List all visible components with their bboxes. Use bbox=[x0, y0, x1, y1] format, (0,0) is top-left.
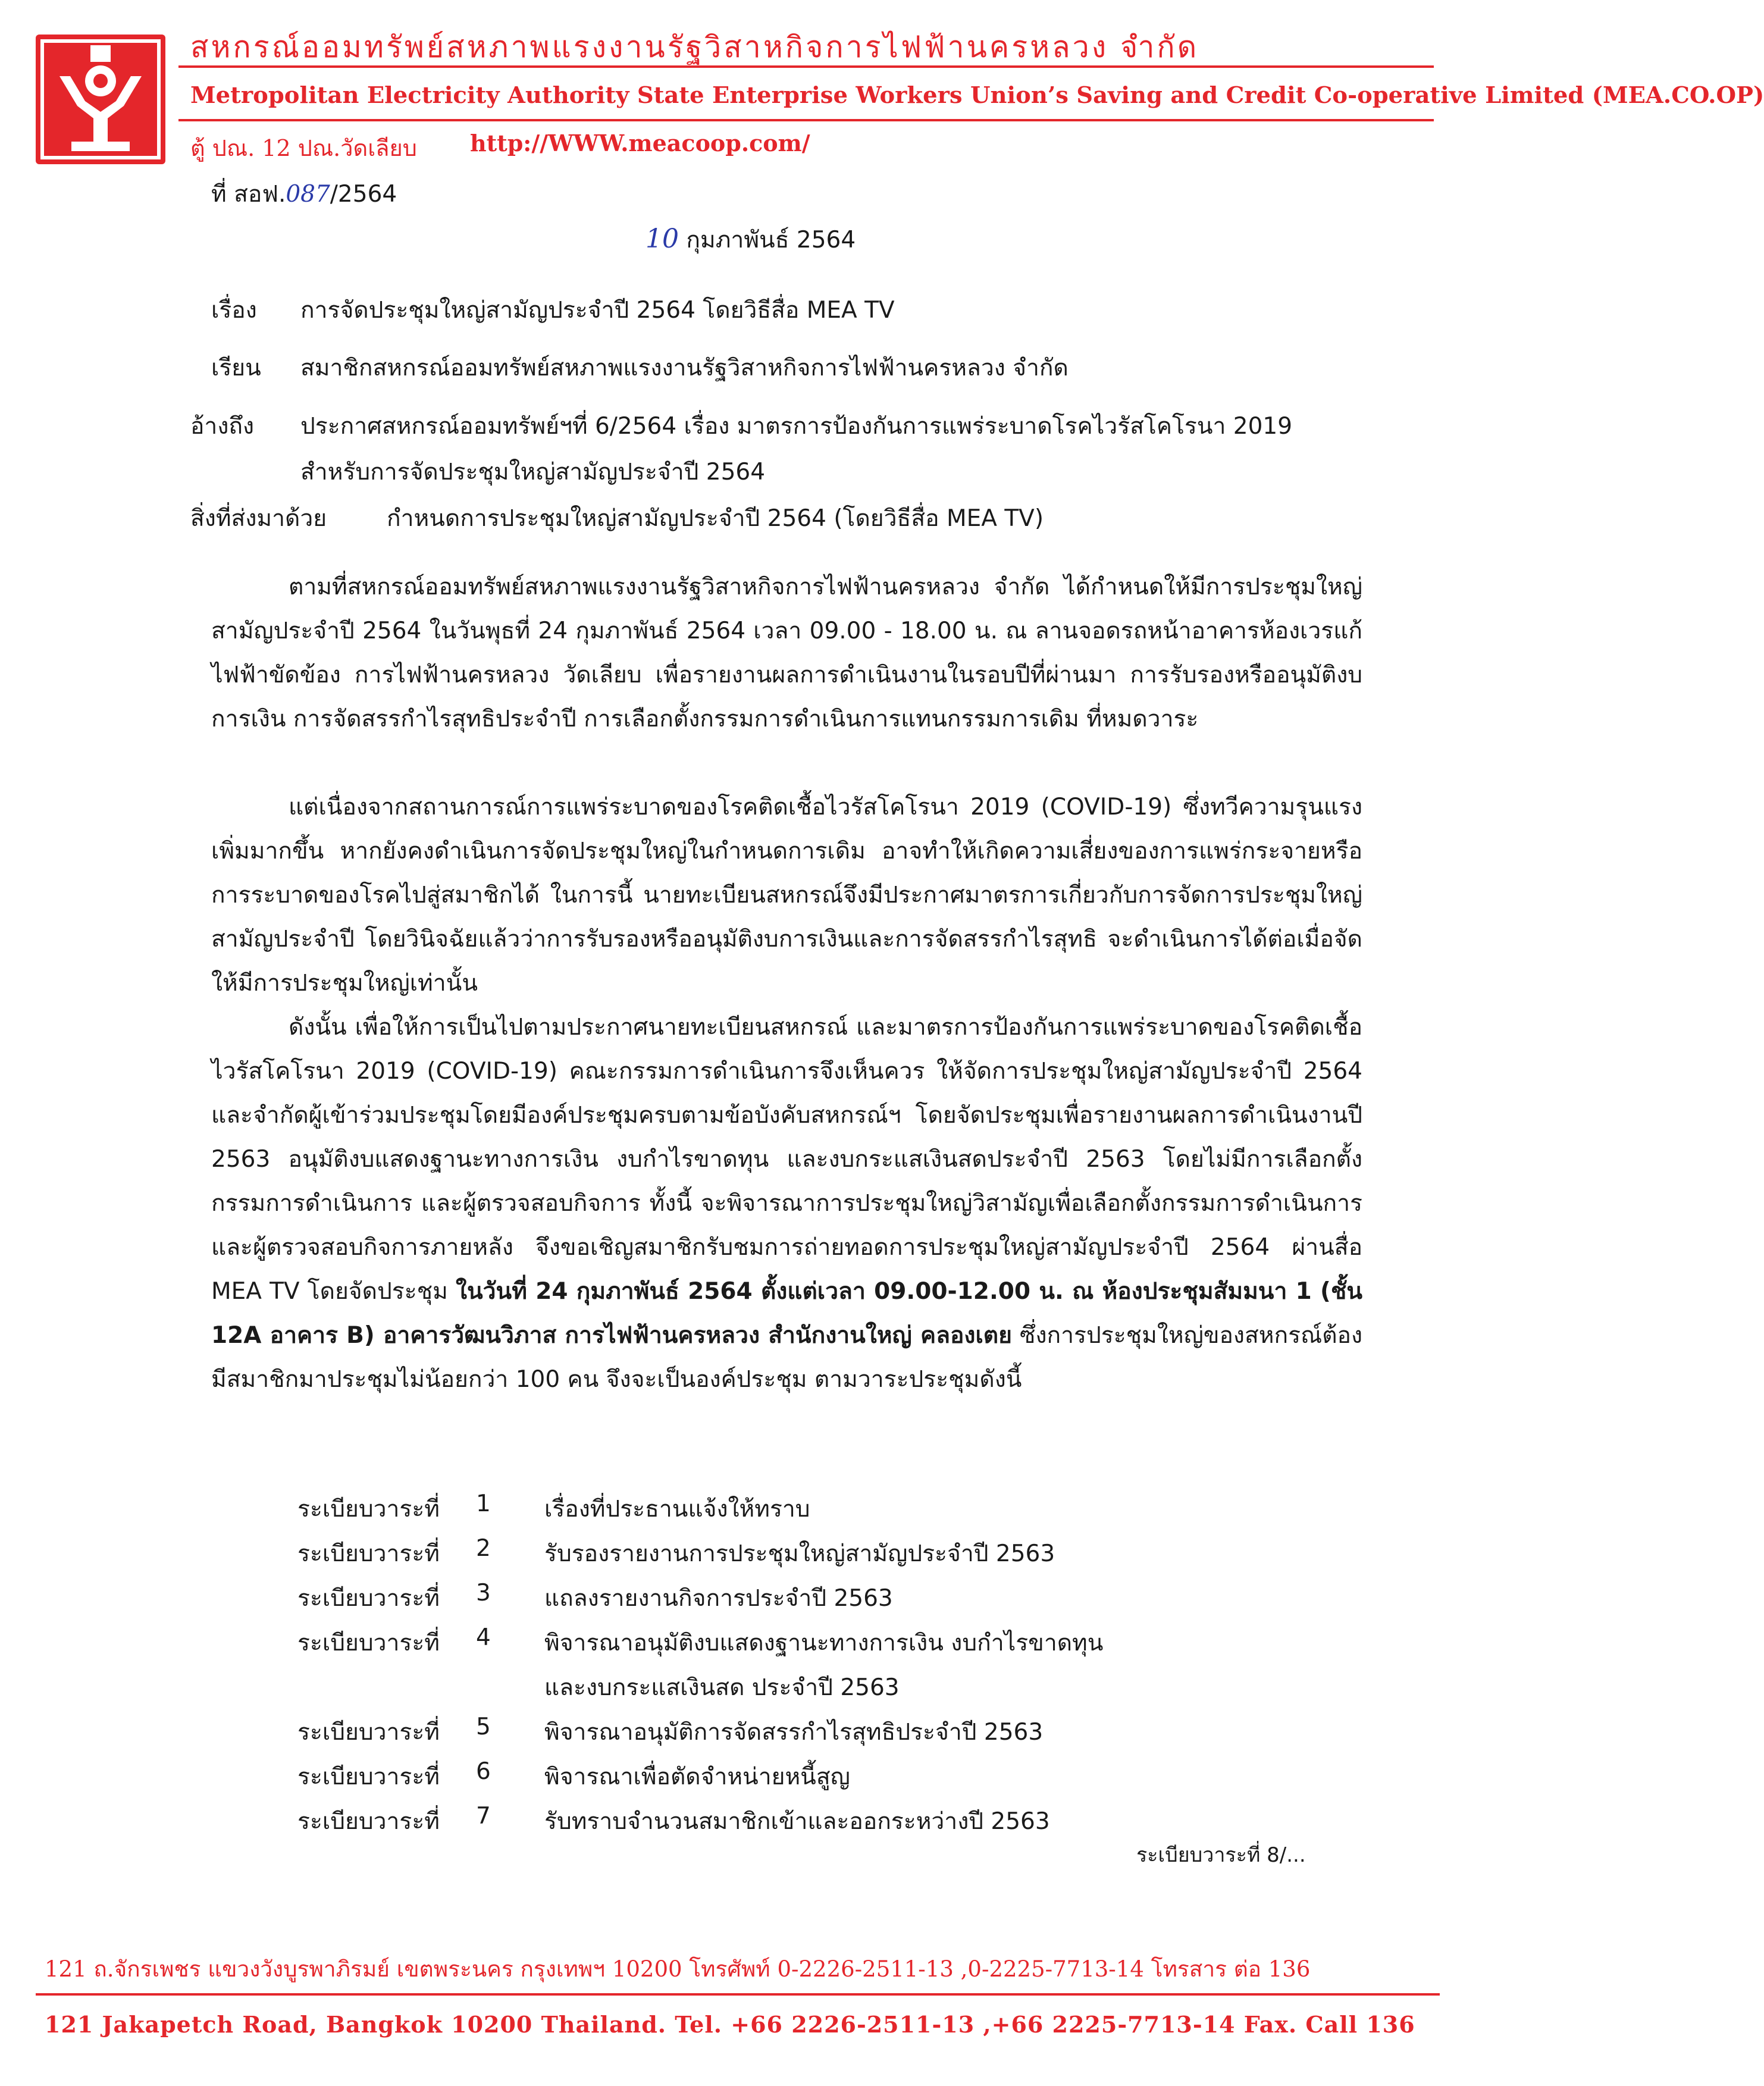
footer-english-address: 121 Jakapetch Road, Bangkok 10200 Thailand. Tel. +66 2226-2511-13 ,+66 2225-7713-14 Fax. Call 136 bbox=[45, 2011, 1415, 2038]
agenda-item-2-num: 2 bbox=[476, 1535, 491, 1562]
subject-value: การจัดประชุมใหญ่สามัญประจำปี 2564 โดยวิธีสื่อ MEA TV bbox=[300, 297, 895, 324]
doc-number bbox=[211, 173, 397, 217]
body-paragraph-2 bbox=[211, 785, 1362, 1006]
coop-thai-name: สหกรณ์ออมทรัพย์สหภาพแรงงานรัฐวิสาหกิจการไฟฟ้านครหลวง จำกัด bbox=[190, 30, 1199, 64]
reference-label: อ้างถึง bbox=[190, 413, 255, 440]
header-rule-bottom bbox=[178, 119, 1434, 121]
po-box-address: ตู้ ปณ. 12 ปณ.วัดเลียบ bbox=[190, 135, 417, 161]
agenda-item-7-text: รับทราบจำนวนสมาชิกเข้าและออกระหว่างปี 2563 bbox=[544, 1808, 1050, 1835]
agenda-item-4-label: ระเบียบวาระที่ bbox=[297, 1630, 440, 1656]
doc-date bbox=[646, 217, 856, 262]
agenda-item-6-num: 6 bbox=[476, 1758, 491, 1785]
body-paragraph-3 bbox=[211, 1006, 1362, 1402]
continuation-note: ระเบียบวาระที่ 8/... bbox=[1136, 1843, 1306, 1867]
agenda-item-3-num: 3 bbox=[476, 1580, 491, 1606]
paragraph-1-text: ตามที่สหกรณ์ออมทรัพย์สหภาพแรงงานรัฐวิสาหกิจการไฟฟ้านครหลวง จำกัด ได้กำหนดให้มีการประชุมใหญ่สามัญประจำปี 2564 ในวันพุธที่ 24 กุมภาพันธ์ 2564 เวลา 09.00 - 18.00 น. ณ ลานจอดรถหน้าอาคารห้องเวรแก้ไฟฟ้าขัดข้อง การไฟฟ้านครหลวง วัดเลียบ เพื่อรายงานผลการดำเนินงานในรอบปีที่ผ่านมา การรับรองหรืออนุมัติงบการเงิน การจัดสรรกำไรสุทธิประจำปี การเลือกตั้งกรรมการดำเนินการแทนกรรมการเดิม ที่หมดวาระ bbox=[211, 574, 1362, 732]
date-handwritten-day: 10 bbox=[646, 224, 679, 254]
agenda-item-3-text: แถลงรายงานกิจการประจำปี 2563 bbox=[544, 1585, 893, 1612]
footer-rule bbox=[36, 1993, 1440, 1996]
to-label: เรียน bbox=[211, 355, 261, 381]
agenda-item-5-text: พิจารณาอนุมัติการจัดสรรกำไรสุทธิประจำปี 2563 bbox=[544, 1719, 1044, 1746]
agenda-item-5-label: ระเบียบวาระที่ bbox=[297, 1719, 440, 1746]
paragraph-2-text: แต่เนื่องจากสถานการณ์การแพร่ระบาดของโรคติดเชื้อไวรัสโคโรนา 2019 (COVID-19) ซึ่งทวีความรุนแรงเพิ่มมากขึ้น หากยังคงดำเนินการจัดประชุมใหญ่ในกำหนดการเดิม อาจทำให้เกิดความเสี่ยงของการแพร่กระจายหรือการระบาดของโรคไปสู่สมาชิกได้ ในการนี้ นายทะเบียนสหกรณ์จึงมีประกาศมาตรการเกี่ยวกับการจัดการประชุมใหญ่สามัญประจำปี โดยวินิจฉัยแล้วว่าการรับรองหรืออนุมัติงบการเงินและการจัดสรรกำไรสุทธิ จะดำเนินการได้ต่อเมื่อจัดให้มีการประชุมใหญ่เท่านั้น bbox=[211, 794, 1362, 997]
agenda-item-4-num: 4 bbox=[476, 1624, 491, 1651]
agenda-item-7-num: 7 bbox=[476, 1803, 491, 1830]
paragraph-3-part-a: ดังนั้น เพื่อให้การเป็นไปตามประกาศนายทะเบียนสหกรณ์ และมาตรการป้องกันการแพร่ระบาดของโรคติดเชื้อไวรัสโคโรนา 2019 (COVID-19) คณะกรรมการดำเนินการจึงเห็นควร ให้จัดการประชุมใหญ่สามัญประจำปี 2564 และจำกัดผู้เข้าร่วมประชุมโดยมีองค์ประชุมครบตามข้อบังคับสหกรณ์ฯ โดยจัดประชุมเพื่อรายงานผลการดำเนินงานปี 2563 อนุมัติงบแสดงฐานะทางการเงิน งบกำไรขาดทุน และงบกระแสเงินสดประจำปี 2563 โดยไม่มีการเลือกตั้งกรรมการดำเนินการ และผู้ตรวจสอบกิจการ ทั้งนี้ จะพิจารณาการประชุมใหญ่วิสามัญเพื่อเลือกตั้งกรรมการดำเนินการ และผู้ตรวจสอบกิจการภายหลัง จึงขอเชิญสมาชิกรับชมการถ่ายทอดการประชุมใหญ่สามัญประจำปี 2564 ผ่านสื่อ MEA TV โดยจัดประชุม bbox=[211, 1014, 1362, 1305]
enclosure-value: กำหนดการประชุมใหญ่สามัญประจำปี 2564 (โดยวิธีสื่อ MEA TV) bbox=[387, 505, 1044, 532]
doc-number-handwritten: 087 bbox=[286, 181, 330, 208]
subject-label: เรื่อง bbox=[211, 297, 257, 324]
agenda-item-1-label: ระเบียบวาระที่ bbox=[297, 1496, 440, 1523]
agenda-item-2-label: ระเบียบวาระที่ bbox=[297, 1540, 440, 1567]
meeting-details-bold: ในวันที่ 24 กุมภาพันธ์ 2564 ตั้งแต่เวลา 09.00-12.00 น. ณ ห้องประชุมสัมมนา 1 (ชั้น 12A อาคาร B) อาคารวัฒนวิภาส การไฟฟ้านครหลวง สำนักงานใหญ่ คลองเตย bbox=[211, 1278, 1363, 1349]
website-link[interactable]: http://WWW.meacoop.com/ bbox=[470, 130, 810, 156]
agenda-item-1-text: เรื่องที่ประธานแจ้งให้ทราบ bbox=[544, 1496, 810, 1523]
agenda-item-4-text: พิจารณาอนุมัติงบแสดงฐานะทางการเงิน งบกำไรขาดทุน bbox=[544, 1630, 1104, 1656]
reference-value-line2: สำหรับการจัดประชุมใหญ่สามัญประจำปี 2564 bbox=[300, 459, 766, 486]
agenda-item-7-label: ระเบียบวาระที่ bbox=[297, 1808, 440, 1835]
coop-english-name: Metropolitan Electricity Authority State Enterprise Workers Union’s Saving and Credit Co-operative Limited (MEA.CO.OP) bbox=[190, 82, 1764, 109]
agenda-item-1-num: 1 bbox=[476, 1490, 491, 1517]
enclosure-label: สิ่งที่ส่งมาด้วย bbox=[190, 505, 327, 532]
date-text: กุมภาพันธ์ 2564 bbox=[679, 227, 856, 253]
to-value: สมาชิกสหกรณ์ออมทรัพย์สหภาพแรงงานรัฐวิสาหกิจการไฟฟ้านครหลวง จำกัด bbox=[300, 355, 1069, 381]
header-rule-top bbox=[178, 65, 1434, 68]
agenda-item-3-label: ระเบียบวาระที่ bbox=[297, 1585, 440, 1612]
paragraph-3-text bbox=[211, 1006, 1362, 1402]
doc-number-prefix: ที่ สอฟ. bbox=[211, 181, 286, 208]
agenda-item-4-text-line2: และงบกระแสเงินสด ประจำปี 2563 bbox=[544, 1674, 900, 1701]
agenda-item-2-text: รับรองรายงานการประชุมใหญ่สามัญประจำปี 2563 bbox=[544, 1540, 1055, 1567]
body-paragraph-1 bbox=[211, 565, 1362, 741]
paragraph-3-part-c: ซึ่งการประชุมใหญ่ของสหกรณ์ต้องมีสมาชิกมาประชุมไม่น้อยกว่า 100 คน จึงจะเป็นองค์ประชุม ตามวาระประชุมดังนี้ bbox=[211, 1322, 1362, 1393]
reference-value: ประกาศสหกรณ์ออมทรัพย์ฯที่ 6/2564 เรื่อง มาตรการป้องกันการแพร่ระบาดโรคไวรัสโคโรนา 2019 bbox=[300, 413, 1293, 440]
agenda-item-5-num: 5 bbox=[476, 1714, 491, 1740]
agenda-item-6-label: ระเบียบวาระที่ bbox=[297, 1764, 440, 1790]
coop-logo bbox=[36, 35, 165, 164]
footer-thai-address: 121 ถ.จักรเพชร แขวงวังบูรพาภิรมย์ เขตพระนคร กรุงเทพฯ 10200 โทรศัพท์ 0-2226-2511-13 ,0-2225-7713-14 โทรสาร ต่อ 136 bbox=[45, 1956, 1311, 1982]
doc-number-suffix: /2564 bbox=[330, 181, 397, 208]
agenda-item-6-text: พิจารณาเพื่อตัดจำหน่ายหนี้สูญ bbox=[544, 1764, 850, 1790]
